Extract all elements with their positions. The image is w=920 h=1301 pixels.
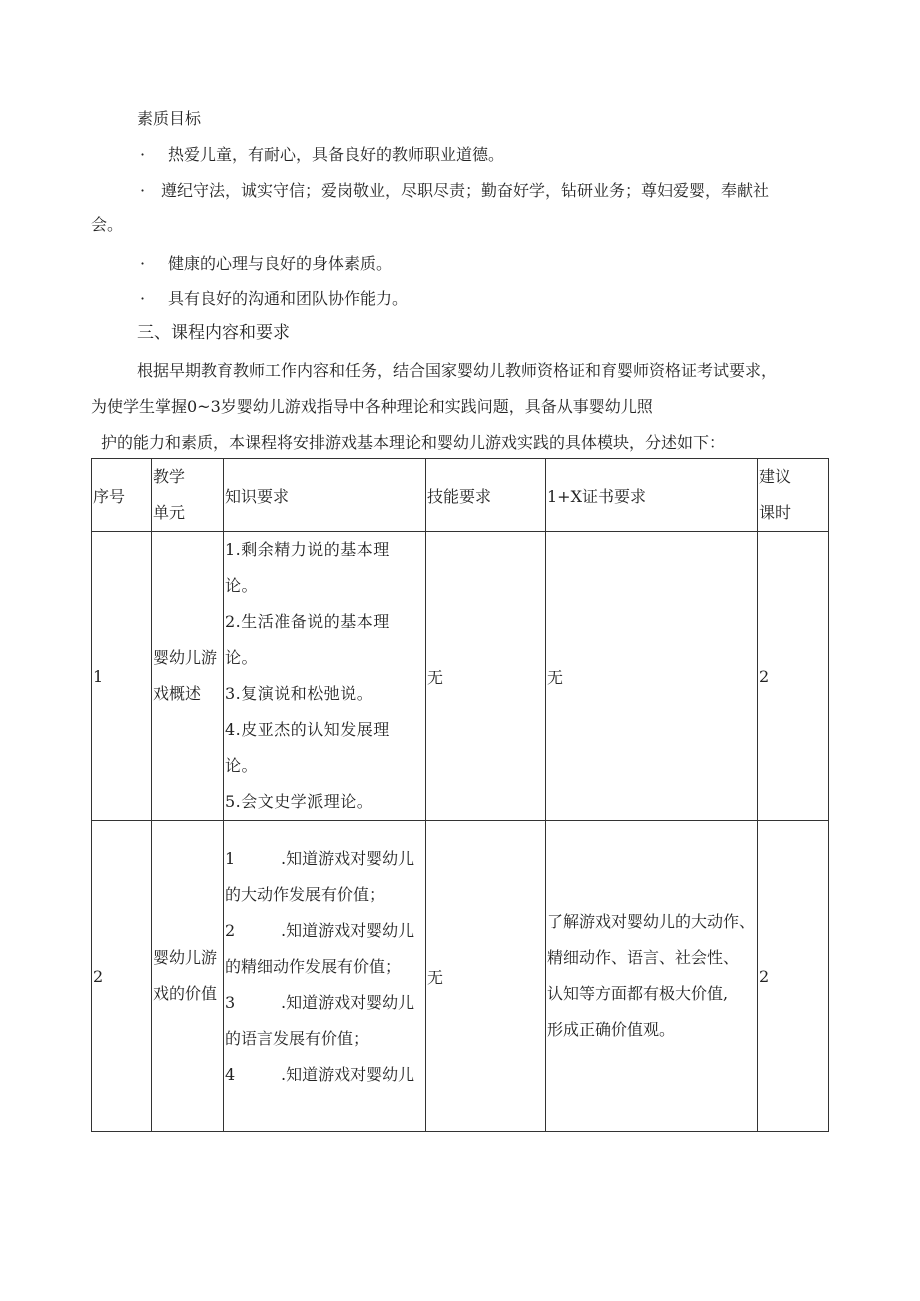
row-knowledge: 1 .知道游戏对婴幼儿 的大动作发展有价值； 2 .知道游戏对婴幼儿 的精细动作发展有价值； 3 .知道游戏对婴幼儿 的语言发展有价值； 4 .知道游戏对婴幼儿 <box>224 821 426 1132</box>
header-cert: 1+X证书要求 <box>546 459 758 532</box>
quality-item-text: 热爱儿童，有耐心，具备良好的教师职业道德。 <box>168 145 505 164</box>
bullet-icon: · <box>140 181 146 200</box>
section-title: 三、课程内容和要求 <box>137 323 290 343</box>
header-unit: 教学 单元 <box>152 459 224 532</box>
header-seq: 序号 <box>92 459 152 532</box>
intro-line-1: 根据早期教育教师工作内容和任务，结合国家婴幼儿教师资格证和育婴师资格证考试要求， <box>137 361 778 380</box>
quality-heading: 素质目标 <box>137 109 202 128</box>
row-skill: 无 <box>426 532 546 821</box>
quality-item-text: 具有良好的沟通和团队协作能力。 <box>168 289 409 308</box>
row-cert: 了解游戏对婴幼儿的大动作、 精细动作、语言、社会性、 认知等方面都有极大价值, 形成正确价值观。 <box>546 821 758 1132</box>
quality-item-3 <box>140 253 392 275</box>
bullet-icon: · <box>140 289 146 308</box>
course-table <box>91 458 829 1132</box>
header-knowledge: 知识要求 <box>224 459 426 532</box>
row-unit: 婴幼儿游 戏的价值 <box>152 821 224 1132</box>
quality-item-2 <box>140 180 769 202</box>
row-seq: 1 <box>92 532 152 821</box>
quality-item-1 <box>140 144 504 166</box>
row-cert: 无 <box>546 532 758 821</box>
quality-item-4 <box>140 288 408 310</box>
table-row <box>92 821 829 1132</box>
row-hours: 2 <box>758 821 829 1132</box>
table-row <box>92 532 829 821</box>
header-hours: 建议 课时 <box>758 459 829 532</box>
quality-item-text: 健康的心理与良好的身体素质。 <box>168 254 393 273</box>
row-seq: 2 <box>92 821 152 1132</box>
row-knowledge: 1.剩余精力说的基本理 论。 2.生活准备说的基本理 论。 3.复演说和松弛说。 4.皮亚杰的认知发展理 论。 5.会文史学派理论。 <box>224 532 426 821</box>
bullet-icon: · <box>140 145 146 164</box>
row-hours: 2 <box>758 532 829 821</box>
header-skill: 技能要求 <box>426 459 546 532</box>
intro-line-2: 为使学生掌握0~3岁婴幼儿游戏指导中各种理论和实践问题，具备从事婴幼儿照 <box>91 397 653 416</box>
intro-line-3: 护的能力和素质，本课程将安排游戏基本理论和婴幼儿游戏实践的具体模块，分述如下： <box>101 433 726 452</box>
row-skill: 无 <box>426 821 546 1132</box>
quality-item-text: 遵纪守法，诚实守信；爱岗敬业，尽职尽责；勤奋好学，钻研业务；尊妇爱婴，奉献社 <box>161 181 770 200</box>
bullet-icon: · <box>140 254 146 273</box>
row-unit: 婴幼儿游 戏概述 <box>152 532 224 821</box>
table-header-row <box>92 459 829 532</box>
quality-item-2-cont: 会。 <box>91 215 124 234</box>
